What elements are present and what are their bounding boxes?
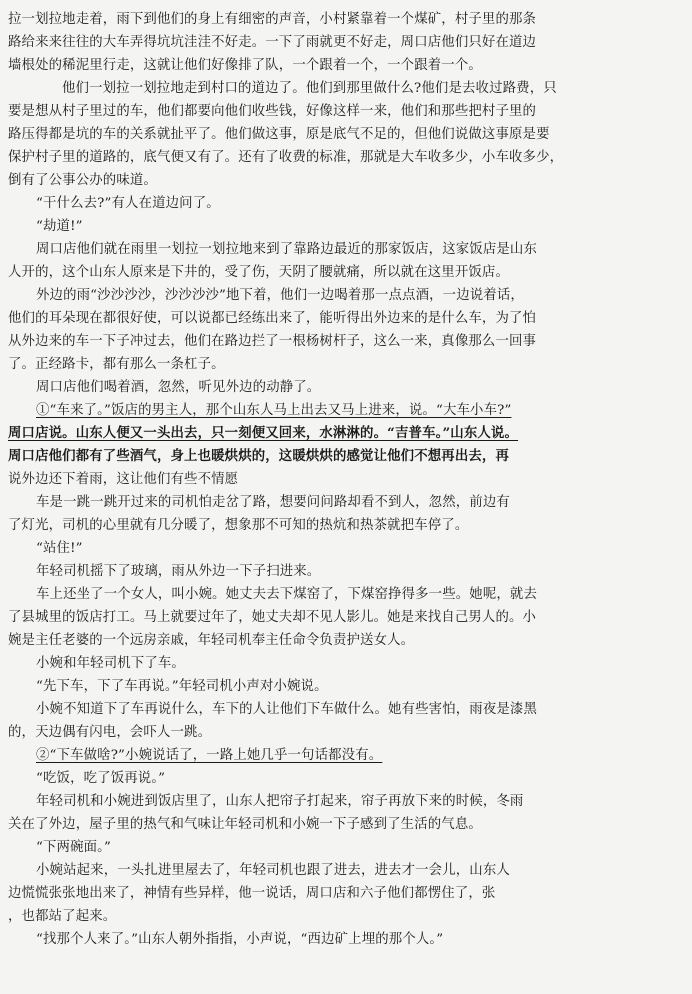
text-line: 说外边还下着雨，这让他们有些不情愿 (8, 472, 239, 487)
text-line: 了县城里的饭店打工。马上就要过年了，她丈夫却不见人影儿。她是来找自己男人的。小 (8, 610, 537, 625)
text-line: 小婉和年轻司机下了车。 (36, 656, 185, 671)
text-line: 人开的，这个山东人原来是下井的，受了伤，天阴了腰就痛，所以就在这里开饭店。 (8, 265, 510, 280)
underlined-line: 周口店说。山东人便又一头出去，只一刻便又回来，水淋淋的。“吉普车。”山东人说。 (8, 425, 519, 441)
text-line: 关在了外边，屋子里的热气和气味让年轻司机和小婉一下子感到了生活的气息。 (8, 817, 482, 832)
text-line: 从外边来的车一下子冲过去，他们在路边拦了一根杨树杆子，这么一来，真像那么一回事 (8, 334, 537, 349)
text-line: 要是想从村子里过的车，他们都要向他们收些钱，好像这样一来，他们和那些把村子里的 (8, 104, 537, 119)
text-line: 路压得都是坑的车的关系就扯平了。他们做这事，原是底气不足的，但他们说做这事原是要 (8, 127, 550, 142)
text-line: 婉是主任老婆的一个远房亲戚，年轻司机奉主任命令负责护送女人。 (8, 633, 415, 648)
text-line: 车是一跳一跳开过来的司机怕走岔了路，想要问问路却看不到人，忽然，前边有 (36, 495, 510, 510)
text-line: “干什么去?”有人在道边问了。 (36, 196, 220, 211)
text-line: 了灯光，司机的心里就有几分暖了，想象那不可知的热炕和热茶就把车停了。 (8, 518, 469, 533)
text-line: 小婉不知道下了车再说什么，车下的人让他们下车做什么。她有些害怕，雨夜是漆黑 (36, 702, 538, 717)
text-line: “下两碗面。” (36, 840, 111, 855)
text-line: 外边的雨“沙沙沙沙，沙沙沙沙”地下着，他们一边喝着那一点点酒，一边说着话， (36, 288, 524, 303)
text-line: 年轻司机摇下了玻璃，雨从外边一下子扫进来。 (36, 564, 321, 579)
text-line: 边慌慌张张地出来了，神情有些异样，他一说话，周口店和六子他们都愣住了，张 (8, 886, 496, 901)
text-line: 保护村子里的道路的，底气便又有了。还有了收费的标准，那就是大车收多少，小车收多少， (8, 150, 564, 165)
text-line: 的，天边偶有闪电，会吓人一跳。 (8, 725, 212, 740)
text-line: 他们一划拉一划拉地走到村口的道边了。他们到那里做什么?他们是去收过路费，只 (62, 81, 557, 96)
text-line: “吃饭，吃了饭再说。” (36, 771, 166, 786)
text-line: “站住!” (36, 541, 83, 556)
underlined-line: ①“车来了。”饭店的男主人，那个山东人马上出去又马上进来，说。“大车小车?” (36, 403, 512, 418)
underlined-line: ②“下车做啥?”小婉说话了，一路上她几乎一句话都没有。 (36, 748, 383, 763)
text-line: 周口店他们喝着酒，忽然，听见外边的动静了。 (36, 380, 321, 395)
text-line: 了。正经路卡，都有那么一条杠子。 (8, 357, 225, 372)
text-line: 年轻司机和小婉进到饭店里了，山东人把帘子打起来，帘子再放下来的时候，冬雨 (36, 794, 524, 809)
text-line: 拉一划拉地走着，雨下到他们的身上有细密的声音，小村紧靠着一个煤矿，村子里的那条 (8, 12, 537, 27)
text-line: “劫道!” (36, 219, 83, 234)
text-line: ，也都站了起来。 (8, 909, 117, 924)
text-line: 路给来来往往的大车弄得坑坑洼洼不好走。一下了雨就更不好走，周口店他们只好在道边 (8, 35, 537, 50)
text-line: 周口店他们都有了些酒气，身上也暖烘烘的，这暖烘烘的感觉让他们不想再出去，再 (8, 448, 510, 464)
text-line: 倒有了公事公办的味道。 (8, 173, 157, 188)
text-line: 墙根处的稀泥里行走，这就让他们好像排了队，一个跟着一个，一个跟着一个。 (8, 58, 482, 73)
text-line: “先下车，下了车再说。”年轻司机小声对小婉说。 (36, 679, 328, 694)
text-line: 车上还坐了一个女人，叫小婉。她丈夫去下煤窑了，下煤窑挣得多一些。她呢，就去 (36, 587, 538, 602)
text-line: 他们的耳朵现在都很好使，可以说都已经练出来了，能听得出外边来的是什么车，为了怕 (8, 311, 537, 326)
text-line: “找那个人来了。”山东人朝外指指，小声说，“西边矿上埋的那个人。” (36, 932, 444, 947)
text-line: 周口店他们就在雨里一划拉一划拉地来到了靠路边最近的那家饭店，这家饭店是山东 (36, 242, 538, 257)
text-line: 小婉站起来，一头扎进里屋去了，年轻司机也跟了进去，进去才一会儿，山东人 (36, 863, 510, 878)
